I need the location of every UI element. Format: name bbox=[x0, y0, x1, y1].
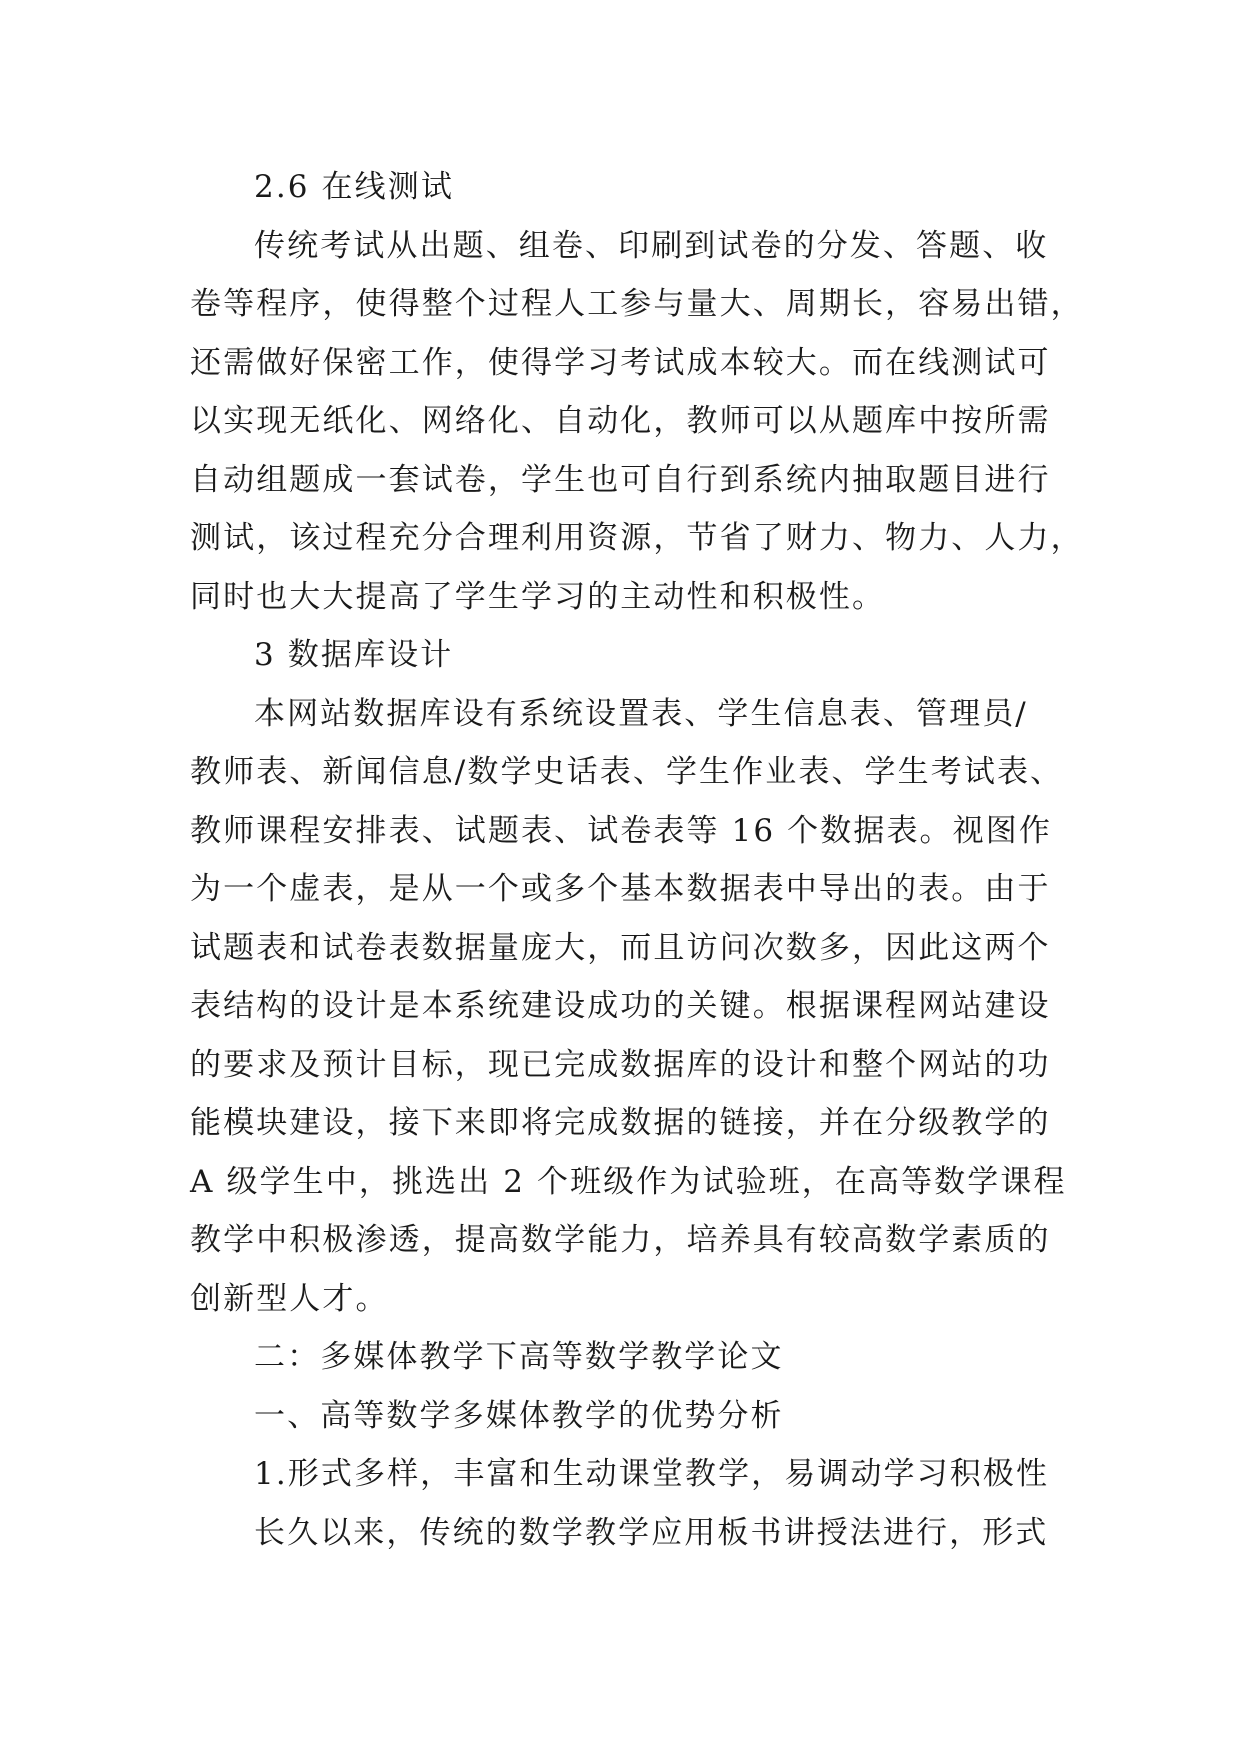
paragraph-line: 同时也大大提高了学生学习的主动性和积极性。 bbox=[190, 578, 886, 615]
paragraph-line: 的要求及预计目标，现已完成数据库的设计和整个网站的功 bbox=[190, 1046, 1051, 1083]
paragraph-line: 还需做好保密工作，使得学习考试成本较大。而在线测试可 bbox=[190, 344, 1051, 381]
paragraph-line: 教学中积极渗透，提高数学能力，培养具有较高数学素质的 bbox=[190, 1222, 1051, 1258]
paragraph-line: 本网站数据库设有系统设置表、学生信息表、管理员/ bbox=[254, 695, 1028, 732]
paragraph-line: 自动组题成一套试卷，学生也可自行到系统内抽取题目进行 bbox=[190, 461, 1051, 498]
paragraph-line: 表结构的设计是本系统建设成功的关键。根据课程网站建设 bbox=[190, 988, 1051, 1024]
paragraph-line: 测试，该过程充分合理利用资源，节省了财力、物力、人力， bbox=[190, 520, 1084, 556]
paragraph-line: A 级学生中，挑选出 2 个班级作为试验班，在高等数学课程 bbox=[190, 1163, 1067, 1200]
subsection-heading-diverse-forms: 1.形式多样，丰富和生动课堂教学，易调动学习积极性 bbox=[254, 1456, 1050, 1492]
section-heading-database-design: 3 数据库设计 bbox=[254, 637, 454, 673]
paragraph-line: 能模块建设，接下来即将完成数据的链接，并在分级教学的 bbox=[190, 1105, 1051, 1141]
paragraph-line: 以实现无纸化、网络化、自动化，教师可以从题库中按所需 bbox=[190, 403, 1051, 439]
paragraph-line: 长久以来，传统的数学教学应用板书讲授法进行，形式 bbox=[254, 1514, 1049, 1551]
paragraph-line: 教师表、新闻信息/数学史话表、学生作业表、学生考试表、 bbox=[190, 754, 1064, 790]
section-heading-advantages: 一、高等数学多媒体教学的优势分析 bbox=[254, 1397, 784, 1434]
paragraph-line: 试题表和试卷表数据量庞大，而且访问次数多，因此这两个 bbox=[190, 929, 1051, 966]
section-heading-online-test: 2.6 在线测试 bbox=[254, 169, 454, 205]
section-heading-paper-two: 二：多媒体教学下高等数学教学论文 bbox=[254, 1339, 784, 1375]
paragraph-line: 为一个虚表，是从一个或多个基本数据表中导出的表。由于 bbox=[190, 871, 1051, 907]
document-body bbox=[190, 158, 1084, 1562]
paragraph-line: 教师课程安排表、试题表、试卷表等 16 个数据表。视图作 bbox=[190, 812, 1052, 849]
paragraph-line: 创新型人才。 bbox=[190, 1280, 389, 1317]
paragraph-line: 卷等程序，使得整个过程人工参与量大、周期长，容易出错， bbox=[190, 286, 1084, 322]
paragraph-line: 传统考试从出题、组卷、印刷到试卷的分发、答题、收 bbox=[254, 227, 1049, 264]
